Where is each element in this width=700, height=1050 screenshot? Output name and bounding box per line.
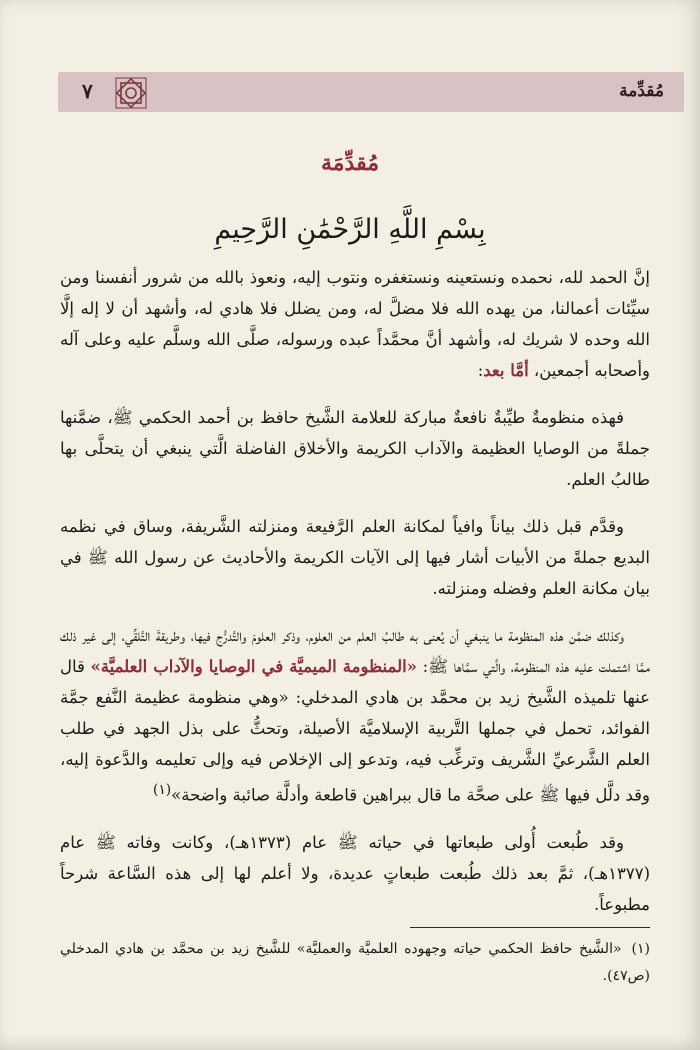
paragraph-contents [60, 620, 650, 811]
footnote [60, 936, 650, 990]
paragraph-opening [60, 262, 650, 386]
basmala: بِسْمِ اللَّهِ الرَّحْمَٰنِ الرَّحِيمِ [214, 214, 486, 245]
page-number: ٧ [82, 79, 93, 103]
body-text [60, 262, 650, 936]
paragraph-printing: وقد طُبعت أُولى طبعاتها في حياته ﷺ عام (١٣٧٣هـ)، وكانت وفاته ﷺ عام (١٣٧٧هـ)، ثمَّ بعد ذلك طُبعت طبعاتٍ عديدة، ولا أعلم لها إلى هذه السَّاعة شرحاً مطبوعاً. [60, 832, 650, 914]
contents-text: وكذلك ضمَّن هذه المنظومة ما ينبغي أن يُعنى به طالبُ العلم من العلوم، وذكر العلومَ والتَّدرُّج فيها، وطريقةَ التَّلقِّي، إلى غير ذلك ممَّا اشتملت عليه هذه المنظومة، والَّتي سمَّاها ﷺ: [60, 626, 650, 676]
opening-end: : [477, 361, 484, 380]
contents-quote: قال عنها تلميذه الشَّيخ زيد بن محمَّد بن هادي المدخلي: «وهي منظومة عظيمة النَّفع جمَّة الفوائد، تحمل في جملها التَّربية الإسلاميَّة الأصيلة، وتحثُّ على بذل الجهد في طلب العلم الشَّرعيِّ الشَّريف وترغِّب فيه، وتدعو إلى الإخلاص فيه وإلى تعليمه والدَّعوة إليه، وقد دلَّل فيها ﷺ على صحَّة ما قال ببراهين قاطعة وأدلَّة صائبة واضحة» [60, 657, 650, 805]
running-title: مُقدِّمة [619, 81, 664, 101]
amma-baad: أمَّا بعد [483, 361, 529, 380]
geometric-ornament-icon [114, 76, 148, 110]
running-header [58, 72, 684, 112]
chapter-title: مُقدِّمَة [320, 150, 380, 176]
opening-text: إنَّ الحمد لله، نحمده ونستعينه ونستغفره ونتوب إليه، ونعوذ بالله من شرور أنفسنا ومن سيِّئات أعمالنا، من يهده الله فلا مضلَّ له، ومن يضلل فلا هادي له، وأشهد أن لا إله إلَّا الله وحده لا شريك له، وأشهد أنَّ محمَّداً عبده ورسوله، صلَّى الله وسلَّم عليه وعلى آله وأصحابه أجمعين، [60, 268, 650, 380]
manzuma-title: «المنظومة الميميَّة في الوصايا والآداب العلميَّة» [90, 657, 417, 676]
footnote-marker: (١) [631, 941, 650, 957]
footnote-divider [410, 927, 650, 928]
footnote-text: «الشَّيخ حافظ الحكمي حياته وجهوده العلميَّة والعمليَّة» للشَّيخ زيد بن محمَّد بن هادي المدخلي (ص٤٧). [60, 941, 650, 984]
paragraph-manzuma: فهذه منظومةٌ طيِّبةٌ نافعةٌ مباركة للعلامة الشَّيخ حافظ بن أحمد الحكمي ﷺ، ضمَّنها جملةً من الوصايا العظيمة والآداب الكريمة والأخلاق الفاضلة الَّتي ينبغي أن يتحلَّى بها طالبُ العلم. [60, 408, 650, 489]
paragraph-introduction: وقدَّم قبل ذلك بياناً وافياً لمكانة العلم الرَّفيعة ومنزلته الشَّريفة، وساق في نظمه البديع جملةً من الأبيات أشار فيها إلى الآيات الكريمة والأحاديث عن رسول الله ﷺ في بيان مكانة العلم وفضله ومنزلته. [60, 517, 650, 598]
footnote-reference[interactable]: (١) [153, 782, 172, 798]
